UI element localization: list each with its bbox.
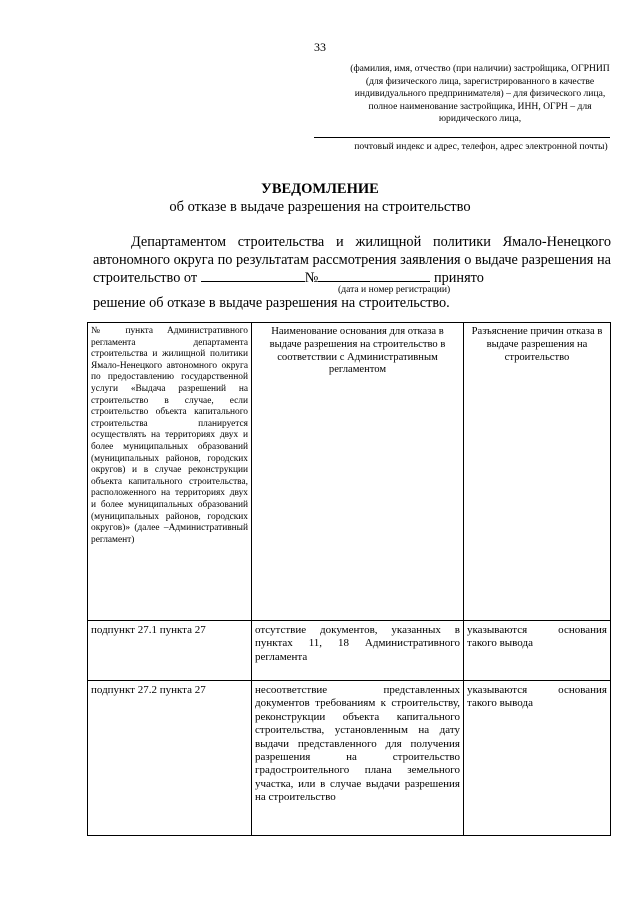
intro-text: Департаментом строительства и жилищной политики Ямало-Ненецкого автономного округа по результатам рассмотрения заявления о выдаче разрешения на строительство от [93,234,611,286]
reason-cell: несоответствие представленных документов требованиям к строительству, реконструкции объекта капитального строительства, установленным на дату выдачи представленного для получения разрешения на строительство градостроительного плана земельного участка, или в случае выдачи разрешения на строительство [252,681,464,836]
clause-cell: подпункт 27.1 пункта 27 [88,621,252,681]
registration-caption: (дата и номер регистрации) [338,284,451,295]
intro-paragraph [93,233,611,287]
table-row [88,681,611,836]
decision-text: решение об отказе в выдаче разрешения на строительство. [93,295,450,311]
number-blank [318,269,430,282]
date-blank [201,269,305,282]
number-sign: № [304,270,319,286]
header-explanation: Разъяснение причин отказа в выдаче разрешения на строительство [464,323,611,621]
table-header-row [88,323,611,621]
applicant-caption: (фамилия, имя, отчество (при наличии) застройщика, ОГРНИП (для физического лица, зарегистрированного в качестве индивидуального предпринимателя) – для физического лица, полное наименование застройщика, ИНН, ОГРН – для юридического лица, [350,63,610,125]
document-subtitle: об отказе в выдаче разрешения на строительство [169,199,471,215]
header-reason: Наименование основания для отказа в выдаче разрешения на строительство в соответствии с Административным регламентом [252,323,464,621]
address-line [314,137,610,138]
table-row [88,621,611,681]
header-clause: № пункта Административного регламента департамента строительства и жилищной политики Ямало-Ненецкого автономного округа по предоставлению государственной услуги «Выдача разрешений на строительство в случае, если строительство объекта капитального строительства планируется осуществлять на территориях двух и более муниципальных образований (муниципальных районов, городских округов) и в случае реконструкции объекта капитального строительства, расположенного на территориях двух и более муниципальных образований (муниципальных районов, городских округов)» (далее –Административный регламент) [88,323,252,621]
document-title: УВЕДОМЛЕНИЕ [261,181,379,197]
contact-caption: почтовый индекс и адрес, телефон, адрес электронной почты) [354,141,608,152]
refusal-reasons-table [87,322,611,836]
reason-cell: отсутствие документов, указанных в пунктах 11, 18 Административного регламента [252,621,464,681]
clause-cell: подпункт 27.2 пункта 27 [88,681,252,836]
intro-end: принято [433,270,484,286]
explanation-cell: указываются основания такого вывода [464,681,611,836]
explanation-cell: указываются основания такого вывода [464,621,611,681]
page-number: 33 [314,40,326,54]
